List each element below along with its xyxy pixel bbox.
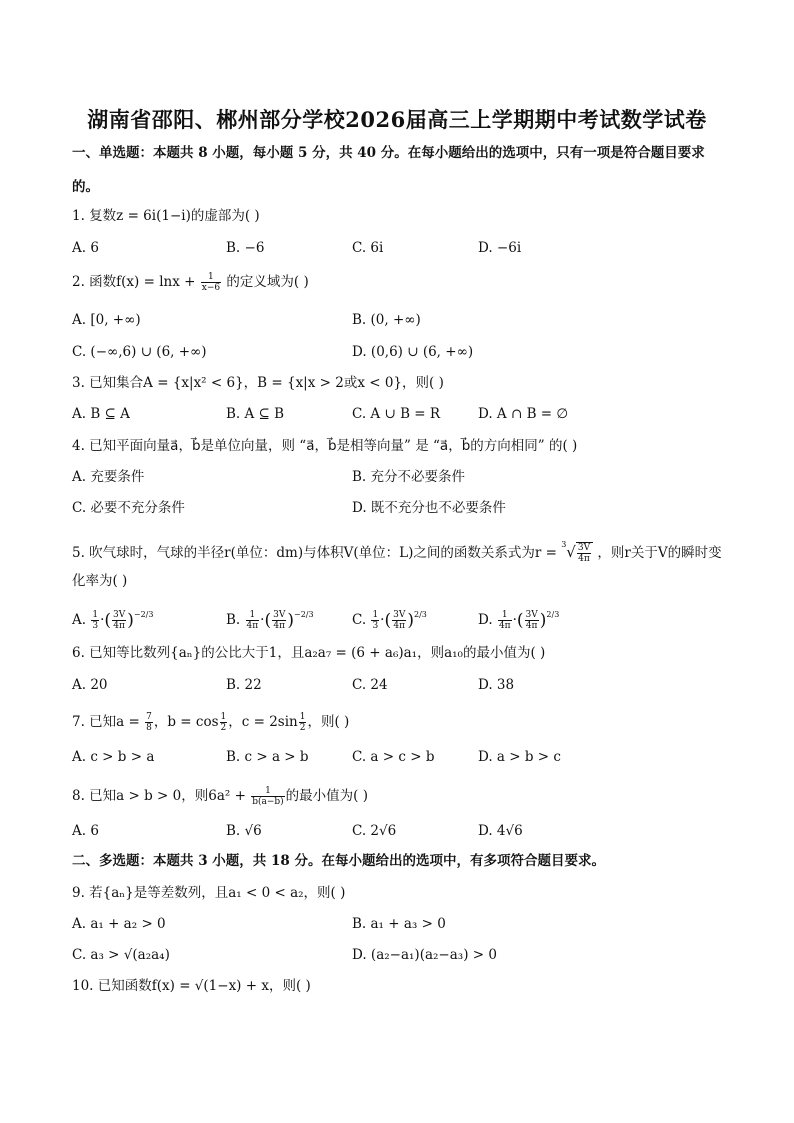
q2-option-d: D. (0,6) ∪ (6, +∞) — [352, 344, 474, 360]
q3-option-b: B. A ⊆ B — [226, 406, 285, 422]
q2-option-b: B. (0, +∞) — [352, 312, 421, 328]
q1-option-a: A. 6 — [72, 240, 99, 256]
q4-option-d: D. 既不充分也不必要条件 — [352, 500, 506, 516]
q2-option-a: A. [0, +∞) — [72, 312, 141, 328]
q5-option-b-coef — [246, 610, 260, 631]
q5-option-b-inner-den: 4π — [273, 621, 286, 631]
q4-option-c: C. 必要不充分条件 — [72, 500, 185, 516]
q5-option-c-exp: 2/3 — [413, 610, 427, 619]
q2-frac-den: x−6 — [201, 283, 221, 293]
q5-option-c-coef-den: 3 — [372, 621, 379, 631]
q9-option-d: D. (a₂−a₁)(a₂−a₃) > 0 — [352, 947, 497, 963]
q2-fraction — [201, 272, 221, 293]
q7-option-b: B. c > a > b — [226, 749, 309, 765]
q5-root-fraction — [577, 543, 591, 564]
q7-a-fraction — [145, 712, 153, 733]
q5-stem — [72, 536, 722, 564]
q2-stem — [72, 272, 309, 293]
q5-option-a-coef — [91, 610, 99, 631]
q1-option-c: C. 6i — [352, 240, 384, 256]
q9-option-a: A. a₁ + a₂ > 0 — [72, 916, 166, 932]
q6-option-b: B. 22 — [226, 677, 262, 693]
q5-option-b-coef-num: 1 — [246, 610, 260, 621]
q5-root-index: 3 — [561, 540, 567, 549]
q2-stem-pre: 2. 函数f(x) = lnx + — [72, 274, 196, 290]
q5-option-d-inner-den: 4π — [525, 621, 538, 631]
q5-option-a-coef-den: 3 — [92, 621, 99, 631]
q7-a-den: 8 — [146, 723, 152, 733]
q8-option-a: A. 6 — [72, 823, 99, 839]
q5-option-d-inner-num: 3V — [525, 610, 538, 620]
q5-option-a-exp: −2/3 — [133, 610, 154, 619]
q7-c-fraction — [299, 712, 307, 733]
q5-option-c-inner-num: 3V — [393, 610, 406, 620]
q5-option-c-inner-den: 4π — [393, 621, 406, 631]
q7-c-num: 1 — [299, 712, 306, 722]
q5-option-c: C. $\frac{1}{3}$ ·( $\frac{3V}{4\pi}$ )$^{2/3}$ — [352, 610, 427, 631]
q8-frac-den: b(a−b) — [252, 797, 284, 807]
q3-option-a: A. B ⊆ A — [72, 406, 130, 422]
q8-stem-pre: 8. 已知a > b > 0，则6a² + — [72, 788, 246, 804]
q8-stem — [72, 786, 368, 807]
q7-b-num: 1 — [220, 712, 227, 722]
q2-stem-post: 的定义域为( ) — [226, 274, 309, 290]
q4-option-b: B. 充分不必要条件 — [352, 469, 466, 485]
q7-stem — [72, 712, 349, 733]
q9-option-c: C. a₃ > √(a₂a₄) — [72, 947, 170, 963]
q7-stem-post: ，则( ) — [307, 714, 350, 730]
q3-option-c: C. A ∪ B = R — [352, 406, 441, 422]
q5-option-d-exp: 2/3 — [546, 610, 560, 619]
q5-option-b-label: B. — [226, 612, 241, 628]
q5-stem-pre: 5. 吹气球时，气球的半径r(单位：dm)与体积V(单位：L)之间的函数关系式为r = — [72, 545, 557, 561]
q3-stem: 3. 已知集合A = {x|x² < 6}，B = {x|x > 2或x < 0}，则( ) — [72, 375, 444, 391]
section2-header: 二、多选题：本题共 3 小题，共 18 分。在每小题给出的选项中，有多项符合题目要求。 — [72, 853, 605, 869]
q5-option-a-inner-den: 4π — [113, 621, 125, 631]
q5-root-num: 3V — [577, 543, 591, 553]
q7-option-c: C. a > c > b — [352, 749, 435, 765]
q5-option-b: B. $\frac{1}{4\pi}$ ·( $\frac{3V}{4\pi}$ )$^{-2/3}$ — [226, 610, 314, 631]
section1-header: 一、单选题：本题共 8 小题，每小题 5 分，共 40 分。在每小题给出的选项中，只有一项是符合题目要求 — [72, 145, 705, 161]
q6-stem: 6. 已知等比数列{aₙ}的公比大于1，且a₂a₇ = (6 + a₆)a₁，则a₁₀的最小值为( ) — [72, 645, 546, 661]
q5-option-a-label: A. — [72, 612, 87, 628]
q5-option-c-inner — [392, 610, 406, 631]
q5-option-c-coef-num: 1 — [372, 610, 379, 620]
q5-option-a-inner-num: 3V — [113, 610, 126, 620]
q5-option-d-coef — [498, 610, 512, 631]
q5-option-b-exp: −2/3 — [293, 610, 314, 619]
q5-option-d-inner — [525, 610, 539, 631]
q9-stem: 9. 若{aₙ}是等差数列，且a₁ < 0 < a₂，则( ) — [72, 885, 346, 901]
q7-stem-b: ，b = cos — [153, 714, 219, 730]
q7-stem-a: 7. 已知a = — [72, 714, 140, 730]
q8-option-b: B. √6 — [226, 823, 262, 839]
q5-stem-post: ，则r关于V的瞬时变 — [597, 545, 722, 561]
q5-option-a-coef-num: 1 — [92, 610, 99, 620]
q1-stem: 1. 复数z = 6i(1−i)的虚部为( ) — [72, 208, 260, 224]
q7-stem-c: ，c = 2sin — [228, 714, 298, 730]
q2-frac-num: 1 — [201, 272, 221, 283]
q5-option-c-label: C. — [352, 612, 367, 628]
q2-option-c: C. (−∞,6) ∪ (6, +∞) — [72, 344, 207, 360]
q8-frac-num: 1 — [251, 786, 284, 797]
q7-b-fraction — [220, 712, 228, 733]
section1-header-cont: 的。 — [72, 179, 99, 195]
q5-radicand — [576, 542, 593, 564]
q5-option-c-coef — [371, 610, 379, 631]
q5-option-b-inner-num: 3V — [273, 610, 286, 620]
q5-radical-icon: √ — [566, 543, 576, 561]
page-title: 湖南省邵阳、郴州部分学校2026届高三上学期期中考试数学试卷 — [87, 107, 707, 132]
q5-option-d-label: D. — [478, 612, 493, 628]
q4-option-a: A. 充要条件 — [72, 469, 145, 485]
q7-b-den: 2 — [220, 723, 227, 733]
q7-c-den: 2 — [299, 723, 306, 733]
q8-fraction — [251, 786, 284, 807]
q7-option-d: D. a > b > c — [478, 749, 561, 765]
q8-option-d: D. 4√6 — [478, 823, 523, 839]
q9-option-b: B. a₁ + a₃ > 0 — [352, 916, 446, 932]
q1-option-d: D. −6i — [478, 240, 522, 256]
q5-option-b-inner — [272, 610, 286, 631]
q1-option-b: B. −6 — [226, 240, 265, 256]
q8-option-c: C. 2√6 — [352, 823, 397, 839]
q5-option-d-coef-den: 4π — [498, 621, 511, 631]
q5-option-d: D. $\frac{1}{4\pi}$ ·( $\frac{3V}{4\pi}$ )$^{2/3}$ — [478, 610, 560, 631]
q5-root-den: 4π — [578, 554, 590, 564]
q4-stem: 4. 已知平面向量a⃗，b⃗是单位向量，则 “a⃗，b⃗是相等向量” 是 “a⃗，b⃗的方向相同” 的( ) — [72, 438, 578, 454]
q3-option-d: D. A ∩ B = ∅ — [478, 406, 569, 422]
q5-stem-line2: 化率为( ) — [72, 573, 128, 589]
q7-option-a: A. c > b > a — [72, 749, 155, 765]
q5-option-a: A. $\frac{1}{3}$ ·( $\frac{3V}{4\pi}$ )$^{-2/3}$ — [72, 610, 154, 631]
q5-option-d-coef-num: 1 — [498, 610, 512, 621]
q6-option-c: C. 24 — [352, 677, 388, 693]
q7-a-num: 7 — [146, 712, 152, 722]
q6-option-a: A. 20 — [72, 677, 108, 693]
q5-option-a-inner — [112, 610, 126, 631]
q6-option-d: D. 38 — [478, 677, 515, 693]
q10-stem: 10. 已知函数f(x) = √(1−x) + x，则( ) — [72, 978, 311, 994]
q8-stem-post: 的最小值为( ) — [285, 788, 368, 804]
q5-option-b-coef-den: 4π — [246, 621, 259, 631]
